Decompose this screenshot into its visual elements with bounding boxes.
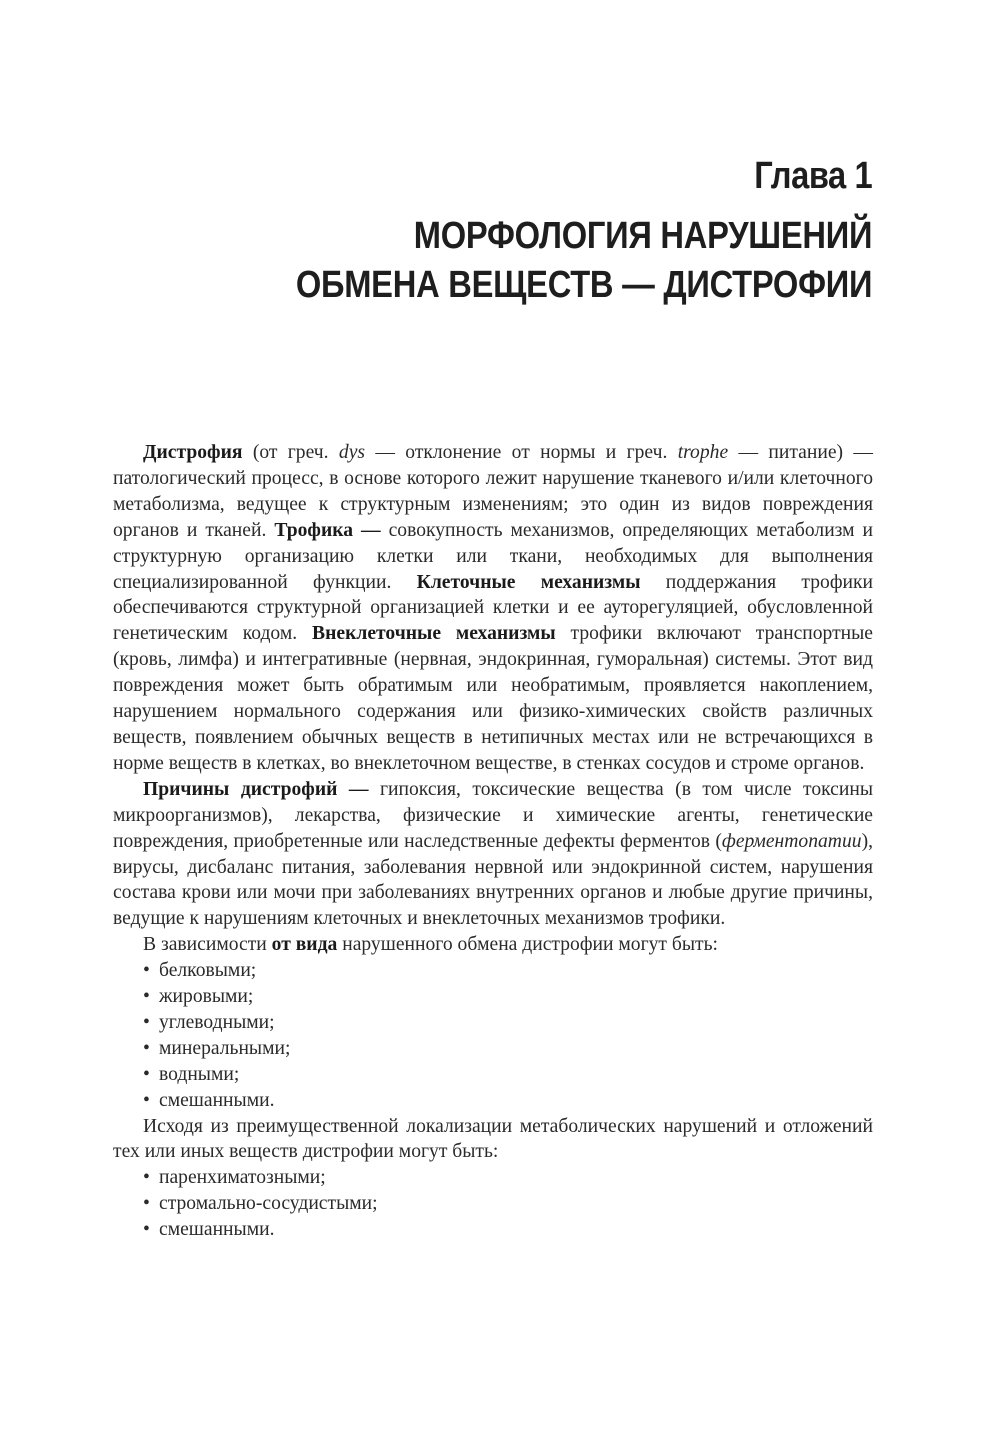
paragraph-localization-intro: Исходя из преимущественной локализации метаболических нарушений и отложений тех или иных веществ дистрофии могут быть: — [113, 1115, 873, 1163]
term-fermentopathies: ферментопатии — [721, 830, 862, 852]
term-causes: Причины дистрофий — — [143, 778, 369, 800]
bullet-icon: • — [143, 986, 150, 1008]
bullet-icon: • — [143, 1037, 150, 1059]
list-item: • стромально-сосудистыми; — [143, 1191, 873, 1217]
term-by-type: от вида — [271, 934, 338, 956]
term-trophika: Трофика — — [274, 519, 381, 541]
chapter-title-line-1: МОРФОЛОГИЯ НАРУШЕНИЙ — [413, 215, 872, 257]
term-extracellular-mechanisms: Внеклеточные механизмы — [312, 623, 556, 645]
chapter-number: Глава 1 — [754, 155, 872, 197]
bullet-icon: • — [143, 960, 150, 982]
list-item: • жировыми; — [143, 984, 873, 1010]
list-item: • смешанными. — [143, 1217, 873, 1243]
paragraph-dystrophy-definition: Дистрофия (от греч. dys — отклонение от нормы и греч. trophe — питание) — патологический процесс, в основе которого лежит нарушение тканевого и/или клеточного метаболизма, ведущее к структурным изменениям; это один из видов повреждения органов и тканей. Трофика — совокупность механизмов, определяющих метаболизм и структурную организацию клетки или ткани, необходимых для выполнения специализированной функции. Клеточные механизмы поддержания трофики обеспечиваются структурной организацией клетки и ее ауторегуляцией, обусловленной генетическим кодом. Внеклеточные механизмы трофики включают транспортные (кровь, лимфа) и интегративные (нервная, эндокринная, гуморальная) системы. Этот вид повреждения может быть обратимым или необратимым, проявляется накоплением, нарушением нормального содержания или физико-химических свойств различных веществ, появлением обычных веществ в нетипичных местах или не встречающихся в норме веществ в клетках, во внеклеточном веществе, в стенках сосудов и строме органов. — [113, 442, 874, 774]
list-item: • белковыми; — [143, 958, 873, 984]
list-item: • минеральными; — [143, 1036, 873, 1062]
term-dys: dys — [338, 442, 366, 463]
list-item: • смешанными. — [143, 1088, 873, 1114]
list-localization-types — [113, 1165, 873, 1243]
term-trophe: trophe — [677, 442, 729, 463]
bullet-icon: • — [143, 1193, 150, 1215]
bullet-icon: • — [143, 1089, 150, 1111]
list-metabolism-types — [113, 958, 873, 1113]
chapter-header — [202, 150, 872, 310]
chapter-title-line-2: ОБМЕНА ВЕЩЕСТВ — ДИСТРОФИИ — [295, 264, 872, 306]
bullet-icon: • — [143, 1167, 150, 1189]
list-item: • паренхиматозными; — [143, 1165, 873, 1191]
list-item: • углеводными; — [143, 1010, 873, 1036]
term-dystrophy: Дистрофия — [143, 442, 243, 463]
chapter-body — [113, 440, 873, 1243]
paragraph-types-intro: В зависимости от вида нарушенного обмена дистрофии могут быть: — [143, 934, 718, 956]
bullet-icon: • — [143, 1219, 150, 1241]
term-cellular-mechanisms: Клеточные механизмы — [416, 571, 641, 593]
list-item: • водными; — [143, 1062, 873, 1088]
bullet-icon: • — [143, 1063, 150, 1085]
bullet-icon: • — [143, 1011, 150, 1033]
paragraph-causes: Причины дистрофий — гипоксия, токсические вещества (в том числе токсины микроорганизмов), лекарства, физические и химические агенты, генетические повреждения, приобретенные или наследственные дефекты ферментов (ферментопатии), вирусы, дисбаланс питания, заболевания нервной или эндокринной систем, нарушения состава крови или мочи при заболеваниях внутренних органов и любые другие причины, ведущие к нарушениям клеточных и внеклеточных механизмов трофики. — [113, 778, 874, 930]
